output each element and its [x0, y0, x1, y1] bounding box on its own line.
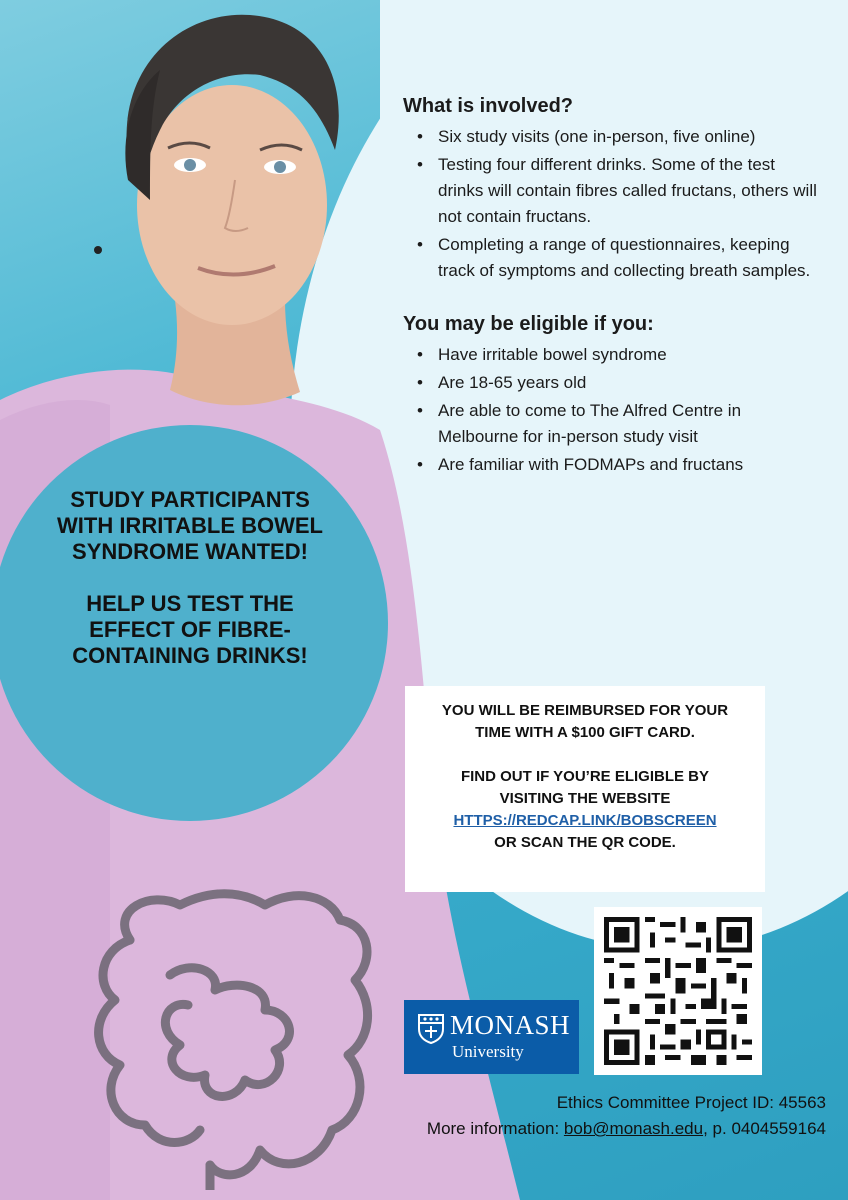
logo-sub: University	[452, 1042, 524, 1061]
list-item: • Six study visits (one in-person, five online)	[403, 124, 823, 150]
list-item: • Are familiar with FODMAPs and fructans	[403, 452, 823, 478]
qr-code[interactable]	[594, 907, 762, 1075]
eligible-list	[403, 342, 823, 478]
involved-list	[403, 124, 823, 284]
involved-title: What is involved?	[403, 95, 574, 117]
screening-link[interactable]: HTTPS://REDCAP.LINK/BOBSCREEN	[453, 812, 717, 829]
info-column	[403, 92, 823, 480]
crest-icon	[418, 1014, 444, 1044]
list-item: • Testing four different drinks. Some of the test drinks will contain fibres called fructans, others will not contain fructans.	[403, 152, 823, 230]
list-item: • Are able to come to The Alfred Centre in Melbourne for in-person study visit	[403, 398, 823, 450]
contact-phone: , p. 0404559164	[703, 1119, 826, 1138]
list-item: • Are 18-65 years old	[403, 370, 823, 396]
eligibility-instructions	[405, 766, 765, 854]
list-item: • Have irritable bowel syndrome	[403, 342, 823, 368]
reimbursement-box	[405, 686, 765, 892]
intestine-icon	[70, 880, 410, 1190]
ethics-id: Ethics Committee Project ID: 45563	[556, 1093, 826, 1112]
scan-qr-text: OR SCAN THE QR CODE.	[494, 834, 676, 851]
callout-subheadline: HELP US TEST THE EFFECT OF FIBRE-CONTAINING DRINKS!	[72, 591, 308, 668]
find-out-text: FIND OUT IF YOU’RE ELIGIBLE BY VISITING THE WEBSITE	[460, 768, 710, 807]
reimbursement-text: YOU WILL BE REIMBURSED FOR YOUR TIME WITH A $100 GIFT CARD.	[441, 702, 729, 741]
logo-name: MONASH	[450, 1010, 571, 1040]
contact-prefix: More information:	[426, 1119, 564, 1138]
callout-text	[42, 487, 338, 669]
monash-university-logo	[404, 1000, 579, 1074]
eligible-title: You may be eligible if you:	[403, 313, 654, 335]
contact-email-link[interactable]: bob@monash.edu	[563, 1119, 704, 1138]
qr-code-icon	[604, 917, 752, 1065]
footer	[427, 1090, 826, 1142]
callout-headline: STUDY PARTICIPANTS WITH IRRITABLE BOWEL SYNDROME WANTED!	[57, 487, 323, 564]
list-item: • Completing a range of questionnaires, keeping track of symptoms and collecting breath samples.	[403, 232, 823, 284]
contact-line	[427, 1116, 826, 1142]
